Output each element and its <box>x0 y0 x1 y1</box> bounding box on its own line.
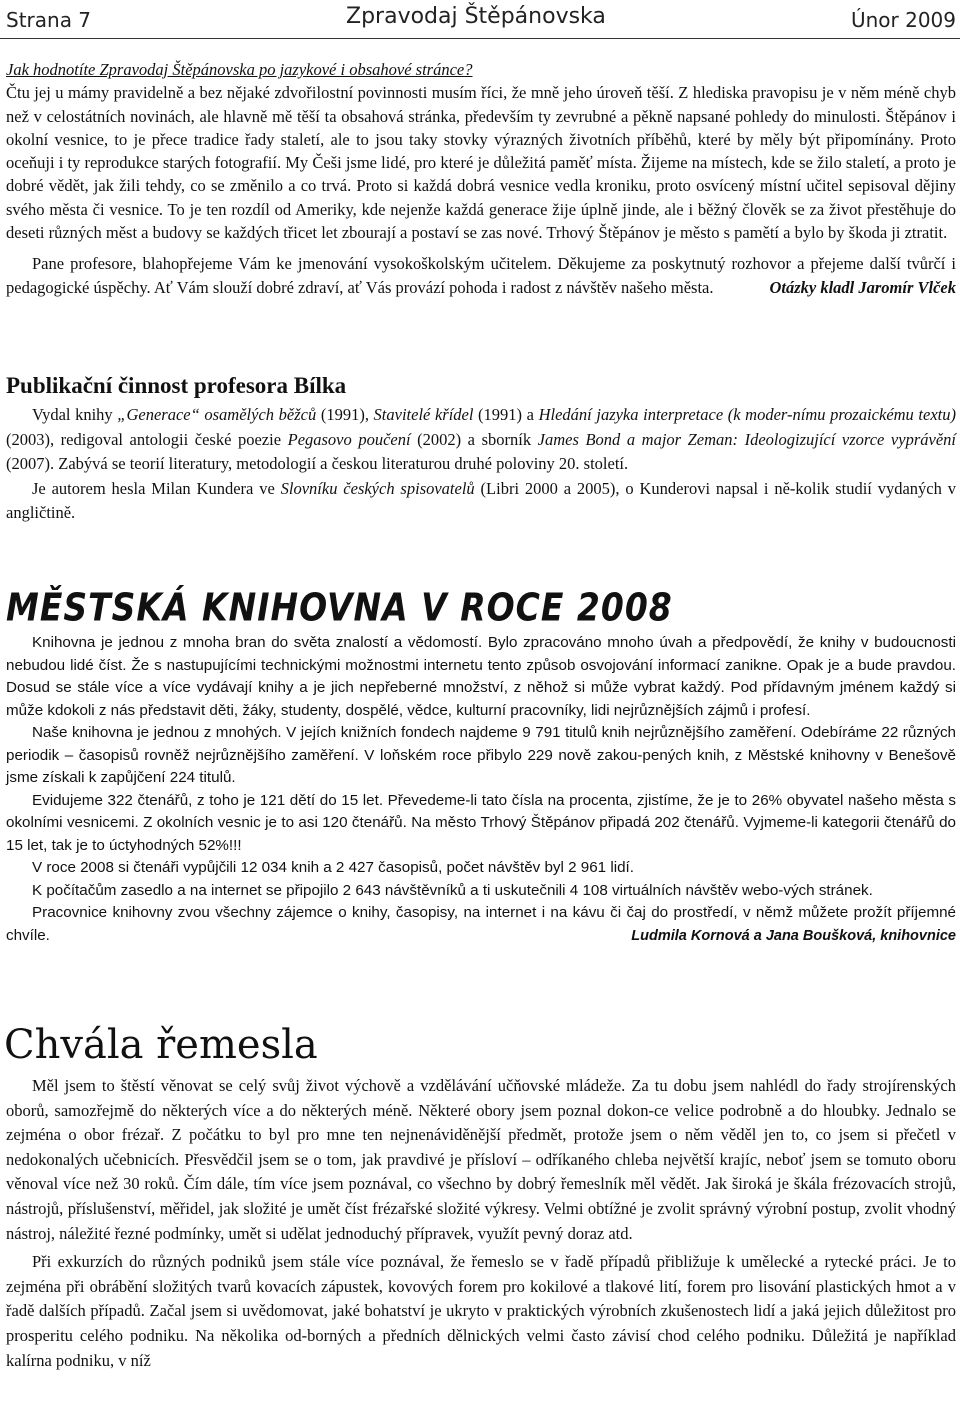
issue-date: Únor 2009 <box>850 8 956 32</box>
interview-closing <box>6 252 956 299</box>
page-header <box>6 2 956 38</box>
library-paragraph: Knihovna je jednou z mnoha bran do světa znalostí a vědomostí. Bylo zpracováno mnoho úvah a předpovědí, že knihy v budoucnosti nebudou lidé číst. Že s nastupujícími technickými možnostmi internetu tento způsob osvojování informací zanikne. Opak je a bude pravdou. Dosud se stále více a více vydávají knihy a je jich nepřeberné množství, z něhož si může vybrat každý. Pod přídavným jménem každý si může kdokoli z nás představit děti, žáky, studenty, dospělé, vědce, kulturní pracovníky, lidi nejrůznějších zájmů i profesí. <box>6 634 956 719</box>
pub-text: (2002) a sborník <box>410 429 538 449</box>
library-section <box>6 632 956 947</box>
library-paragraph-last <box>6 902 956 947</box>
book-title: „Generace“ osamělých běžců <box>117 405 317 424</box>
pub-text: Je autorem hesla Milan Kundera ve <box>32 478 281 498</box>
pub-text: (2003), redigoval antologii české poezie <box>6 429 288 449</box>
craft-heading: Chvála řemesla <box>4 1022 318 1068</box>
craft-paragraph: Při exkurzích do různých podniků jsem stále více poznával, že řemeslo se v řadě případů přibližuje k umělecké a rytecké práci. Je to zejména při obrábění složitých tvarů kovacích zápustek, kovových forem pro kokilové a tlakové lití, forem pro lisování plastických hmot a v řadě dalších případů. Začal jsem si uvědomovat, jaké bohatství je ukryto v praktických výrobních zkušenostech lidí a jaká jejich důležitost pro prosperitu celého podniku. Na několika od-borných a předních dělnických velmi často závisí chod celého podniku. Důležitá je například kalírna podniku, v níž <box>6 1252 956 1370</box>
pub-text: (2007). Zabývá se teorií literatury, metodologií a českou literaturou druhé poloviny 20. století. <box>6 454 629 474</box>
interview-signature: Otázky kladl Jaromír Vlček <box>769 277 956 297</box>
publications-paragraph-2 <box>6 477 956 526</box>
interview-section <box>6 58 956 299</box>
library-signature: Ludmila Kornová a Jana Boušková, knihovnice <box>631 927 956 944</box>
pub-text: (1991), <box>316 405 374 424</box>
page-number: Strana 7 <box>6 8 92 32</box>
interview-closing-text: Pane profesore, blahopřejeme Vám ke jmenování vysokoškolským učitelem. Děkujeme za poskytnutý rozhovor a přejeme další tvůrčí i pedagogické úspěchy. Ať Vám slouží dobré zdraví, ať Vás provází pohoda i radost z návštěv našeho města. <box>6 254 956 297</box>
book-title: Stavitelé křídel <box>373 405 474 424</box>
library-heading: MĚSTSKÁ KNIHOVNA V ROCE 2008 <box>6 585 673 630</box>
header-divider <box>0 38 960 39</box>
interview-answer: Čtu jej u mámy pravidelně a bez nějaké zdvořilostní povinnosti musím říci, že mně jeho úroveň těší. Z hlediska pravopisu je v něm méně chyb než v celostátních novinách, ale hlavně mě těší ta obsahová stránka, především ty zevrubné a pěkně napsané pohledy do minulosti. Štěpánov i okolní vesnice, to je přece tradice řady staletí, ale to jsou taky stovky výrazných životních příběhů, které by měly být připomínány. Proto oceňuji i ty reprodukce starých fotografií. My Češi jsme lidé, pro které je důležitá paměť místa. Žijeme na místech, kde se žilo staletí, a proto je dobré vědět, jak žili tehdy, co se změnilo a co trvá. Proto si každá dobrá vesnice vedla kroniku, proto osvícený místní učitel sepisoval dějiny svého města či vesnice. To je ten rozdíl od Ameriky, kde nejenže každá generace žije úplně jinde, ale i běžný člověk se za život přestěhuje do deseti různých měst a budovy se každých třicet let zbourají a postaví se zas nové. Trhový Štěpánov je město s pamětí a bylo by škoda ji ztratit. <box>6 83 956 243</box>
library-paragraph: Evidujeme 322 čtenářů, z toho je 121 dětí do 15 let. Převedeme-li tato čísla na procenta, zjistíme, že je to 26% obyvatel našeho města s okolními vesnicemi. Z okolních vesnic je to asi 120 čtenářů. Na město Trhový Štěpánov připadá 202 čtenářů. Vyjmeme-li kategorii čtenářů do 15 let, tak je to úctyhodných 52%!!! <box>6 791 956 854</box>
book-title: Hledání jazyka interpretace (k moder-nímu prozaickému textu) <box>538 405 956 424</box>
publications-heading: Publikační činnost profesora Bílka <box>6 373 347 398</box>
publications-paragraph-1 <box>6 403 956 477</box>
library-paragraph-text: Pracovnice knihovny zvou všechny zájemce o knihy, časopisy, na internet i na kávu či čaj do prostředí, v němž můžete prožít příjemné chvíle. <box>6 904 956 944</box>
library-paragraph: K počítačům zasedlo a na internet se připojilo 2 643 návštěvníků a ti uskutečnili 4 108 virtuálních návštěv webo-vých stránek. <box>32 881 873 899</box>
newsletter-title: Zpravodaj Štěpánovska <box>346 4 606 29</box>
library-paragraph: Naše knihovna je jednou z mnohých. V jejích knižních fondech najdeme 9 791 titulů knih nejrůznějšího zaměření. Odebíráme 22 různých periodik – časopisů rovněž nejrůznějšího zaměření. V loňském roce přibylo 229 nově zakou-pených knih, z Městské knihovny v Benešově jsme získali k zapůjčení 224 titulů. <box>6 724 956 786</box>
interview-question: Jak hodnotíte Zpravodaj Štěpánovska po jazykové i obsahové stránce? <box>6 60 473 79</box>
craft-section <box>6 1074 956 1373</box>
book-title: Slovníku českých spisovatelů <box>280 478 475 498</box>
publications-section <box>6 403 956 526</box>
pub-text: (1991) a <box>473 405 539 424</box>
pub-text: (Libri 2000 a 2005), o Kunderovi napsal i ně-kolik studií vydaných v angličtině. <box>6 478 956 523</box>
library-paragraph: V roce 2008 si čtenáři vypůjčili 12 034 knih a 2 427 časopisů, počet návštěv byl 2 961 lidí. <box>32 859 634 876</box>
craft-paragraph: Měl jsem to štěstí věnovat se celý svůj život výchově a vzdělávání učňovské mládeže. Za tu dobu jsem nahlédl do řady strojírenských oborů, samozřejmě do některých více a do některých méně. Některé obory jsem poznal dokon-ce velice podrobně a do hloubky. Jednalo se zejména o obor frézař. Z počátku to byl pro mne ten nejnenáviděnější předmět, protože jsem o něm věděl jen to, co jsem si přečetl v nedokonalých učebnicích. Přesvědčil jsem se o tom, jak pravdivé je přísloví – odříkaného chleba největší krajíc, neboť jsem se tomuto oboru věnoval více než 30 roků. Čím dále, tím více jsem poznával, co všechno by dobrý řemeslník měl vědět. Jak široká je škála frézovacích strojů, nástrojů, příslušenství, měřidel, jak složité je umět číst frézařské složité výkresy. Velmi obtížné je zvolit správný výrobní postup, zvolit vhodný nástroj, náležité řezné podmínky, umět si udělat jednoduchý přípravek, využít pevný doraz atd. <box>6 1076 956 1243</box>
pub-text: Vydal knihy <box>32 405 118 424</box>
book-title: Pegasovo poučení <box>287 429 411 449</box>
book-title: James Bond a major Zeman: Ideologizující vzorce vyprávění <box>537 429 956 449</box>
